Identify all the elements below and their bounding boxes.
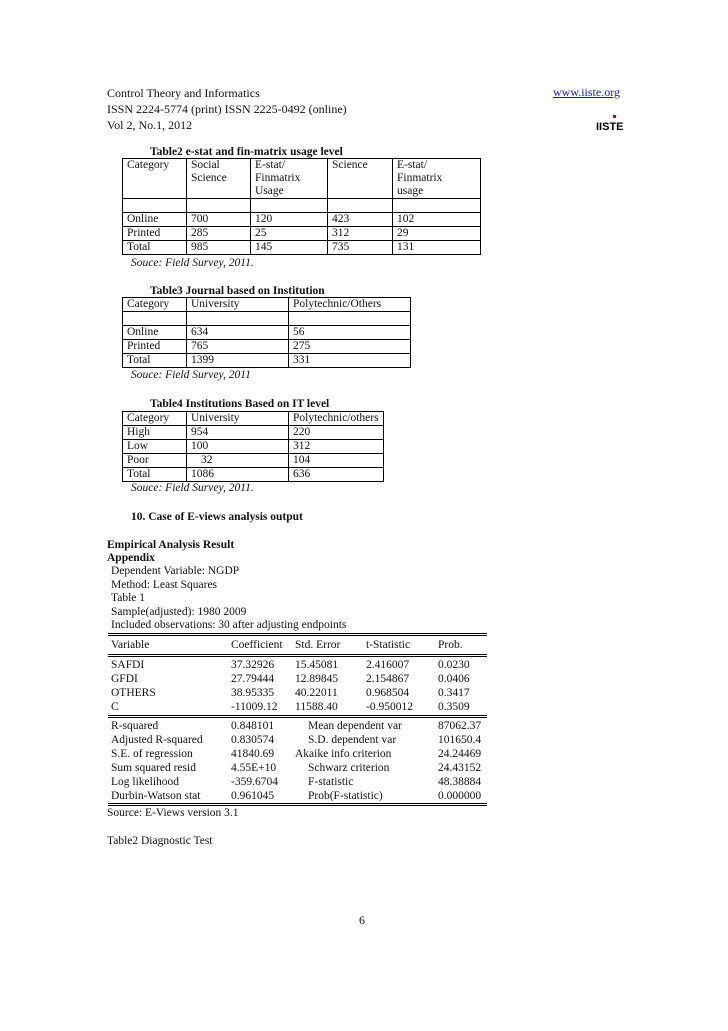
table-cell: 0.848101 <box>231 720 275 732</box>
col-header: Prob. <box>438 639 463 651</box>
table-cell: GFDI <box>111 673 138 685</box>
table3-source: Souce: Field Survey, 2011 <box>131 369 251 381</box>
divider <box>108 803 487 804</box>
page-number: 6 <box>359 913 365 927</box>
col-header: Variable <box>111 639 150 651</box>
table-cell: Category <box>123 159 187 173</box>
table-cell: 285 <box>187 227 251 241</box>
table-cell: 0.0406 <box>438 673 470 685</box>
eviews-source: Source: E-Views version 3.1 <box>107 807 239 819</box>
col-header: Coefficient <box>231 639 283 651</box>
table-cell: 275 <box>289 340 411 354</box>
coef-header-row <box>111 639 487 652</box>
table-row <box>123 354 411 368</box>
table-cell: S.E. of regression <box>111 748 193 760</box>
table-row <box>123 326 411 340</box>
table4 <box>122 411 384 482</box>
col-header: t-Statistic <box>366 639 411 651</box>
table-row <box>123 454 384 468</box>
eviews-line: Sample(adjusted): 1980 2009 <box>111 606 247 618</box>
divider <box>108 805 487 806</box>
table-cell: 29 <box>393 227 481 241</box>
table4-header-row <box>123 412 384 426</box>
table-cell: Adjusted R-squared <box>111 734 203 746</box>
table-cell: 4.55E+10 <box>231 762 277 774</box>
table-cell: Category <box>123 298 187 312</box>
table-cell: 765 <box>187 340 289 354</box>
divider <box>108 654 487 655</box>
table-cell: Total <box>123 354 187 368</box>
diagnostic-heading: Table2 Diagnostic Test <box>107 835 213 847</box>
table-cell: F-statistic <box>308 776 354 788</box>
eviews-line: Included observations: 30 after adjusting endpoints <box>111 619 347 631</box>
divider <box>108 717 487 718</box>
table-cell: 104 <box>289 454 384 468</box>
divider <box>108 715 487 716</box>
table-cell: 24.43152 <box>438 762 482 774</box>
table-cell: 423 <box>328 213 393 227</box>
eviews-line: Table 1 <box>111 592 146 604</box>
table-cell <box>328 185 393 199</box>
table-cell <box>393 199 481 213</box>
table-cell: Total <box>123 468 187 482</box>
table3-header-row <box>123 298 411 312</box>
table-row <box>111 748 487 761</box>
table2-header-row <box>123 159 481 173</box>
table-cell: 636 <box>289 468 384 482</box>
table-cell: Prob(F-statistic) <box>308 790 383 802</box>
table-cell <box>328 199 393 213</box>
table-row <box>123 468 384 482</box>
table-cell: Akaike info criterion <box>295 748 392 760</box>
table-cell: 1086 <box>187 468 289 482</box>
table2-header-row <box>123 185 481 199</box>
table2-header-row <box>123 172 481 185</box>
table-cell: Log likelihood <box>111 776 180 788</box>
table-cell: 101650.4 <box>438 734 482 746</box>
table-row <box>111 673 487 686</box>
table-cell: 2.154867 <box>366 673 410 685</box>
table-row <box>123 227 481 241</box>
table-cell <box>251 199 328 213</box>
table-cell: 735 <box>328 241 393 255</box>
volume-line: Vol 2, No.1, 2012 <box>107 118 193 132</box>
table-cell: 41840.69 <box>231 748 275 760</box>
issn-line: ISSN 2224-5774 (print) ISSN 2225-0492 (online) <box>107 102 347 116</box>
table-cell <box>187 185 251 199</box>
table-row <box>111 701 487 714</box>
table-cell: 700 <box>187 213 251 227</box>
table-cell <box>123 172 187 185</box>
svg-text:IISTE: IISTE <box>596 121 623 133</box>
appendix-title: Appendix <box>107 552 155 564</box>
table-cell: Low <box>123 440 187 454</box>
table-cell: High <box>123 426 187 440</box>
table-cell: 12.89845 <box>295 673 339 685</box>
table3-caption: Table3 Journal based on Institution <box>150 285 325 297</box>
table4-caption: Table4 Institutions Based on IT level <box>150 398 330 410</box>
table-cell: R-squared <box>111 720 159 732</box>
table-cell: Category <box>123 412 187 426</box>
table-cell: S.D. dependent var <box>308 734 397 746</box>
table-cell: Science <box>187 172 251 185</box>
table-cell: 37.32926 <box>231 659 275 671</box>
section-heading: 10. Case of E-views analysis output <box>131 511 303 523</box>
table-cell: Polytechnic/Others <box>289 298 411 312</box>
table-row <box>123 426 384 440</box>
table-cell: Science <box>328 159 393 173</box>
table-cell: Online <box>123 213 187 227</box>
table-cell: 131 <box>393 241 481 255</box>
table-cell: 0.961045 <box>231 790 275 802</box>
table-cell: 312 <box>328 227 393 241</box>
table-cell: Total <box>123 241 187 255</box>
table-cell: Schwarz criterion <box>308 762 390 774</box>
table-cell: -0.950012 <box>366 701 413 713</box>
table-cell: 32 <box>187 454 289 468</box>
table-cell <box>123 185 187 199</box>
table-cell: 0.3509 <box>438 701 470 713</box>
table3 <box>122 297 411 368</box>
table-cell: University <box>187 412 289 426</box>
table-cell: 56 <box>289 326 411 340</box>
table-row <box>123 213 481 227</box>
table-cell: -359.6704 <box>231 776 278 788</box>
table-cell: 87062.37 <box>438 720 482 732</box>
table-cell: University <box>187 298 289 312</box>
table-cell <box>123 199 187 213</box>
table-row <box>111 734 487 747</box>
divider <box>108 656 487 657</box>
eviews-line: Dependent Variable: NGDP <box>111 565 240 577</box>
table-cell: 2.416007 <box>366 659 410 671</box>
col-header: Std. Error <box>295 639 341 651</box>
table-cell: E-stat/ <box>393 159 481 173</box>
table-row <box>111 790 487 803</box>
table-cell <box>123 312 187 326</box>
table-cell: 0.3417 <box>438 687 470 699</box>
table-cell: Usage <box>251 185 328 199</box>
table-cell: 120 <box>251 213 328 227</box>
table-cell: 0.830574 <box>231 734 275 746</box>
table-cell: 11588.40 <box>295 701 338 713</box>
table-cell: SAFDI <box>111 659 145 671</box>
table-cell: Mean dependent var <box>308 720 402 732</box>
table-row <box>111 762 487 775</box>
table2-source: Souce: Field Survey, 2011. <box>131 257 254 269</box>
table-cell: Online <box>123 326 187 340</box>
table-row <box>123 340 411 354</box>
table-cell: 15.45081 <box>295 659 339 671</box>
table-cell: Durbin-Watson stat <box>111 790 201 802</box>
table-cell: OTHERS <box>111 687 156 699</box>
table-cell: 38.95335 <box>231 687 275 699</box>
table-cell: usage <box>393 185 481 199</box>
table-cell: 0.000000 <box>438 790 482 802</box>
table-cell: 100 <box>187 440 289 454</box>
table-cell: Printed <box>123 227 187 241</box>
table-cell <box>187 312 289 326</box>
divider <box>108 635 487 636</box>
table-cell <box>328 172 393 185</box>
table-cell: 954 <box>187 426 289 440</box>
table-row <box>111 720 487 733</box>
table-cell: 312 <box>289 440 384 454</box>
table-cell: 985 <box>187 241 251 255</box>
table2-caption: Table2 e-stat and fin-matrix usage level <box>150 146 343 158</box>
table-cell: Poor <box>123 454 187 468</box>
table-cell: Polytechnic/others <box>289 412 384 426</box>
table-row <box>111 687 487 700</box>
table-cell: Sum squared resid <box>111 762 196 774</box>
journal-title: Control Theory and Informatics <box>107 86 260 100</box>
table-cell: 331 <box>289 354 411 368</box>
table-cell: 102 <box>393 213 481 227</box>
table-cell: C <box>111 701 119 713</box>
table-row <box>111 659 487 672</box>
empirical-title: Empirical Analysis Result <box>107 539 235 551</box>
table-cell: 220 <box>289 426 384 440</box>
table-cell: Social <box>187 159 251 173</box>
table-cell: -11009.12 <box>231 701 278 713</box>
table-cell <box>187 199 251 213</box>
table-row <box>111 776 487 789</box>
table-cell: 27.79444 <box>231 673 275 685</box>
table-cell: 24.24469 <box>438 748 482 760</box>
table-cell: 25 <box>251 227 328 241</box>
table3-spacer-row <box>123 312 411 326</box>
table4-source: Souce: Field Survey, 2011. <box>131 482 254 494</box>
table-cell: E-stat/ <box>251 159 328 173</box>
website-link[interactable]: www.iiste.org <box>553 85 620 99</box>
table-cell: Finmatrix <box>393 172 481 185</box>
table-row <box>123 241 481 255</box>
table-cell: 145 <box>251 241 328 255</box>
table-cell: 1399 <box>187 354 289 368</box>
table2-spacer-row <box>123 199 481 213</box>
table-cell: 0.968504 <box>366 687 410 699</box>
divider <box>108 633 487 634</box>
table-cell: 40.22011 <box>295 687 338 699</box>
table-cell: Printed <box>123 340 187 354</box>
table-cell: 48.38884 <box>438 776 482 788</box>
table-cell: 634 <box>187 326 289 340</box>
table-row <box>123 440 384 454</box>
table-cell: 0.0230 <box>438 659 470 671</box>
table-cell: Finmatrix <box>251 172 328 185</box>
table-cell <box>289 312 411 326</box>
eviews-line: Method: Least Squares <box>111 579 218 591</box>
iiste-logo-icon <box>595 113 623 135</box>
table2 <box>122 158 481 255</box>
